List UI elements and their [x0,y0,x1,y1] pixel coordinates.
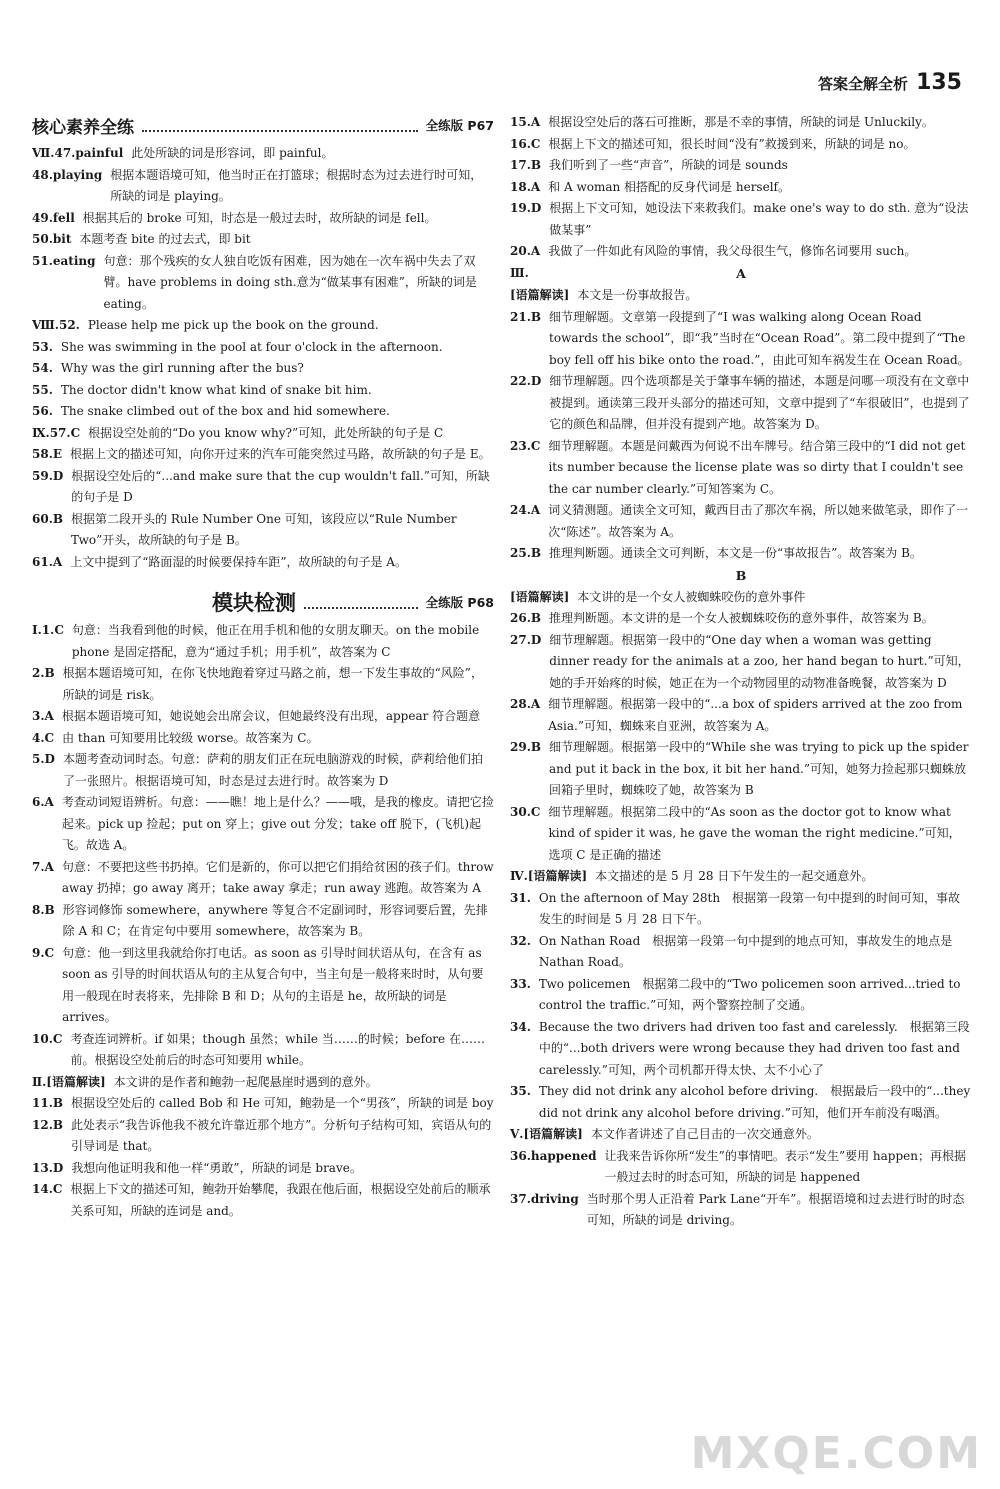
answer-number: 7.A [32,859,54,874]
answer-list [510,112,972,263]
intro-tag: [语篇解读] [510,589,570,604]
answer-item [510,543,972,565]
answer-number: 26.B [510,611,542,625]
answer-explanation: 根据上下文可知，她设法下来救我们。make one's way to do sth. 意为“设法做某事” [549,201,969,237]
answer-item [32,444,494,466]
answer-number: 54. [32,361,53,375]
answer-item [32,337,494,359]
answer-item [32,165,494,208]
answer-explanation: 根据上下文的描述可知，很长时间“没有”救援到来，所缺的词是 no。 [548,136,916,151]
answer-explanation: 考查动词短语辨析。句意：——瞧！地上是什么？——哦，是我的橡皮。请把它捡起来。pick up 捡起；put on 穿上；give out 分发；take off 脱下，(飞机)起飞。故选 A。 [61,795,494,852]
answer-number: 12.B [32,1117,64,1132]
answer-explanation: She was swimming in the pool at four o'clock in the afternoon. [60,339,443,354]
answer-number: 9.C [32,945,55,960]
answer-item [32,1072,494,1094]
answer-explanation: Why was the girl running after the bus? [60,361,304,375]
answer-explanation: On the afternoon of May 28th 根据第一段第一句中提到的时间可知，事故发生的时间是 5 月 28 日下午。 [538,890,961,926]
answer-number: 35. [510,1084,531,1098]
answer-item [510,737,972,802]
answer-number: 22.D [510,374,542,388]
answer-item [32,208,494,230]
answer-item [510,866,972,888]
answer-number: Ⅳ.[语篇解读] [510,869,588,883]
answer-item [510,134,972,156]
watermark: MXQE.COM [690,1428,982,1479]
answer-item [32,143,494,165]
answer-item [510,694,972,737]
answer-number: 53. [32,339,53,354]
answer-number: Ⅶ.47.painful [32,146,124,160]
answer-number: Ⅰ.1.C [32,623,64,637]
page-header [818,70,962,95]
section-reference: 全练版 P68 [425,595,494,610]
answer-number: 13.D [32,1160,64,1175]
answer-number: 49.fell [32,210,75,225]
answer-number: 32. [510,933,531,948]
answer-number: 6.A [32,795,54,809]
answer-explanation: 细节理解题。文章第一段提到了“I was walking along Ocean Road towards the school”，即“我”当时在“Ocean Road”。第二段中提到了“The boy fell off his bike onto the road.”，由此可知车祸发生在 Ocean Road。 [549,309,970,367]
left-column [32,112,494,1222]
section-heading-core [32,112,494,138]
answer-number: 28.A [510,697,541,711]
answer-item [32,857,494,900]
section-heading-module-test [32,589,494,615]
answer-number: 56. [32,404,53,418]
passage-letter-b: B [735,567,747,583]
answer-item [510,1124,972,1146]
intro-tag: [语篇解读] [510,288,570,302]
answer-item [32,509,494,552]
answer-number: 29.B [510,740,542,754]
answer-explanation: 根据本题语境可知，他当时正在打篮球；根据时态为过去进行时可知，所缺的词是 playing。 [110,167,483,203]
answer-item [510,974,972,1017]
answer-number: 16.C [510,136,541,151]
answer-explanation: 细节理解题。根据第一段中的“While she was trying to pick up the spider and put it back in the box, it bit her hand.”可知，她努力捡起那只蜘蛛放回箱子里时，蜘蛛咬了她，故答案为 B [549,740,969,797]
answer-number: 21.B [510,309,542,324]
answer-number: Ⅱ.[语篇解读] [32,1074,106,1089]
answer-explanation: 句意：不要把这些书扔掉。它们是新的，你可以把它们捐给贫困的孩子们。throw away 扔掉；go away 离开；take away 拿走；run away 逃跑。故答案为 A [61,859,494,895]
answer-explanation: They did not drink any alcohol before driving. 根据最后一段中的“...they did not drink any alcohol before driving.”可知，他们开车前没有喝酒。 [538,1084,971,1120]
answer-item [32,620,494,663]
answer-explanation: 根据设空处后的“...and make sure that the cup wouldn't fall.”可知，所缺的句子是 D [71,468,490,504]
answer-explanation: 根据上文的描述可知，向你开过来的汽车可能突然过马路，故所缺的句子是 E。 [70,447,491,461]
section-title: 核心素养全练 [32,117,134,138]
answer-item [510,307,972,372]
answer-item [32,900,494,943]
answer-number: Ⅴ.[语篇解读] [510,1127,583,1141]
answer-number: 34. [510,1019,531,1034]
answer-item [510,500,972,543]
answer-explanation: The snake climbed out of the box and hid somewhere. [60,404,390,418]
answer-number: 60.B [32,511,64,526]
answer-list [32,143,494,573]
answer-item [32,358,494,380]
answer-explanation: 根据设空处前的“Do you know why?”可知，此处所缺的句子是 C [88,425,444,440]
answer-explanation: 根据本题语境可知，她说她会出席会议，但她最终没有出现，appear 符合题意 [61,709,481,723]
passage-intro [510,587,972,609]
answer-number: 33. [510,976,531,991]
section-title: 模块检测 [212,591,296,615]
answer-explanation: 根据本题语境可知，在你飞快地跑着穿过马路之前，想一下发生事故的“风险”，所缺的词是 risk。 [62,666,483,702]
answer-number: 4.C [32,730,55,745]
answer-item [32,380,494,402]
answer-explanation: 我们听到了一些“声音”，所缺的词是 sounds [549,158,788,172]
answer-number: 3.A [32,709,54,723]
answer-item [510,112,972,134]
answer-number: 19.D [510,201,542,215]
answer-explanation: 根据设空处后的 called Bob 和 He 可知，鲍勃是一个“男孩”，所缺的词是 boy [71,1096,494,1110]
answer-number: 31. [510,890,531,905]
answer-item [32,315,494,337]
answer-explanation: 句意：那个残疾的女人独自吃饭有困难，因为她在一次车祸中失去了双臂。have problems in doing sth.意为“做某事有困难”，所缺的词是 eating。 [103,253,477,311]
answer-item [32,1158,494,1180]
answer-number: 8.B [32,902,55,917]
answer-explanation: 此处所缺的词是形容词，即 painful。 [131,146,334,160]
answer-number: 59.D [32,468,64,483]
answer-item [32,1093,494,1115]
answer-item [32,401,494,423]
answer-item [510,155,972,177]
answer-number: 10.C [32,1031,63,1046]
answer-item [32,423,494,445]
answer-explanation: 细节理解题。根据第一段中的“...a box of spiders arrived at the zoo from Asia.”可知，蜘蛛来自亚洲，故答案为 A。 [548,697,963,733]
answer-item [32,466,494,509]
answer-number: 15.A [510,115,541,129]
answer-item [510,1189,972,1232]
answer-explanation: 当时那个男人正沿着 Park Lane“开车”。根据语境和过去进行时的时态可知，所缺的词是 driving。 [586,1191,965,1227]
answer-item [510,888,972,931]
answer-explanation: 根据其后的 broke 可知，时态是一般过去时，故所缺的词是 fell。 [82,210,437,225]
answer-item [510,436,972,501]
answer-explanation: 本文作者讲述了自己目击的一次交通意外。 [590,1127,819,1141]
answer-item [510,1081,972,1124]
answer-explanation: 本题考查动词时态。句意：萨莉的朋友们正在玩电脑游戏的时候，萨莉给他们拍了一张照片。根据语境可知，时态是过去进行时。故答案为 D [62,752,483,788]
answer-explanation: Two policemen 根据第二段中的“Two policemen soon arrived...tried to control the traffic.”可知，两个警察控制了交通。 [538,976,961,1012]
answer-item [510,630,972,695]
answer-item [32,1029,494,1072]
answer-item [510,1017,972,1082]
answer-item [32,728,494,750]
answer-explanation: 细节理解题。四个选项都是关于肇事车辆的描述，本题是问哪一项没有在文章中被提到。通读第三段开头部分的描述可知，文章中提到了“车很破旧”，也提到了它的颜色和品牌，但并没有提到产地。故答案为 D。 [549,374,970,431]
answer-number: 50.bit [32,232,72,246]
answer-number: 55. [32,382,53,397]
answer-explanation: 本题考查 bite 的过去式，即 bit [79,232,251,246]
answer-explanation: 形容词修饰 somewhere，anywhere 等复合不定副词时，形容词要后置，先排除 A 和 C；在肯定句中要用 somewhere，故答案为 B。 [62,902,488,938]
answer-explanation: 考查连词辨析。if 如果；though 虽然；while 当……的时候；before 在……前。根据设空处前后的时态可知要用 while。 [70,1031,485,1067]
passage-letter-a: A [736,266,746,281]
answer-number: 36.happened [510,1148,597,1163]
answer-number: 48.playing [32,167,103,182]
answer-explanation: 让我来告诉你所“发生”的事情吧。表示“发生”要用 happen；再根据一般过去时的时态可知，所缺的词是 happened [604,1148,966,1184]
answer-explanation: 此处表示“我告诉他我不被允许靠近那个地方”。分析句子结构可知，宾语从句的引导词是 that。 [71,1117,492,1153]
answer-item [32,792,494,857]
answer-list [510,608,972,1232]
answer-explanation: 和 A woman 相搭配的反身代词是 herself。 [548,179,790,194]
passage-intro [510,285,972,307]
answer-number: 5.D [32,752,55,766]
answer-number: 27.D [510,632,542,647]
answer-list [510,307,972,565]
answer-item [32,552,494,574]
answer-explanation: 细节理解题。根据第一段中的“One day when a woman was getting dinner ready for the animals at a zoo, her hand began to hurt.”可知，她的手开始疼的时候，她正在为一个动物园里的动物准备晚餐，故答案为 D [549,632,970,690]
answer-item [32,749,494,792]
answer-number: 23.C [510,438,541,453]
answer-number: 25.B [510,546,542,560]
answer-number: Ⅸ.57.C [32,425,81,440]
answer-number: 58.E [32,447,63,461]
answer-explanation: 我做了一件如此有风险的事情，我父母很生气，修饰名词要用 such。 [548,244,917,258]
leader-dots [304,595,418,609]
answer-explanation: Because the two drivers had driven too fast and carelessly. 根据第三段中的“...both drivers were wrong because they had driven too fast and carelessly.”可知，两个司机都开得太快、太不小心了 [538,1019,970,1077]
answer-list [32,620,494,1222]
answer-number: 11.B [32,1096,64,1110]
answer-item [32,229,494,251]
part-label: Ⅲ. [510,265,529,280]
answer-number: 17.B [510,158,542,172]
answer-item [32,1115,494,1158]
answer-explanation: On Nathan Road 根据第一段第一句中提到的地点可知，事故发生的地点是 Nathan Road。 [538,933,953,969]
answer-item [32,1179,494,1222]
answer-item [32,251,494,316]
answer-explanation: 根据第二段开头的 Rule Number One 可知，该段应以“Rule Number Two”开头，故所缺的句子是 B。 [71,511,457,547]
answer-explanation: 推理判断题。本文讲的是一个女人被蜘蛛咬伤的意外事件，故答案为 B。 [549,611,934,625]
answer-item [510,198,972,241]
answer-explanation: 细节理解题。本题是问戴西为何说不出车牌号。结合第三段中的“I did not get its number because the license plate was so dirty that I couldn't see the car number clearly.”可知答案为 C。 [548,438,966,496]
answer-item [510,608,972,630]
answer-number: 30.C [510,804,541,819]
answer-number: 18.A [510,179,541,194]
answer-number: 61.A [32,554,63,569]
answer-number: 20.A [510,244,541,258]
answer-item [32,943,494,1029]
answer-number: 37.driving [510,1191,579,1206]
answer-explanation: 细节理解题。根据第二段中的“As soon as the doctor got to know what kind of spider it was, he gave the woman the right medicine.”可知，选项 C 是正确的描述 [548,804,961,862]
answer-number: Ⅷ.52. [32,318,80,332]
running-title: 答案全解全析 [818,75,909,93]
leader-dots [142,118,418,132]
answer-explanation: 根据上下文的描述可知，鲍勃开始攀爬，我跟在他后面，根据设空处前后的顺承关系可知，所缺的连词是 and。 [70,1182,491,1218]
intro-text: 本文讲的是一个女人被蜘蛛咬伤的意外事件 [577,589,806,604]
answer-item [510,1146,972,1189]
answer-number: 2.B [32,666,55,680]
intro-text: 本文是一份事故报告。 [577,288,698,302]
answer-explanation: 词义猜测题。通读全文可知，戴西目击了那次车祸，所以她来做笔录，即作了一次“陈述”。故答案为 A。 [548,503,969,539]
answer-item [32,706,494,728]
answer-explanation: 句意：他一到这里我就给你打电话。as soon as 引导时间状语从句，在含有 as soon as 引导的时间状语从句的主从复合句中，当主句是一般将来时时，从句要用一般现在时表将来，先排除 B 和 D；从句的主语是 he，故所缺的词是 arrives。 [62,945,484,1024]
section-reference: 全练版 P67 [425,118,494,133]
answer-item [510,802,972,867]
answer-item [510,371,972,436]
page-number: 135 [916,70,962,95]
answer-number: 24.A [510,503,541,517]
answer-item [32,663,494,706]
answer-item [510,177,972,199]
answer-explanation: 根据设空处后的落石可推断，那是不幸的事情，所缺的词是 Unluckily。 [548,115,934,129]
answer-explanation: Please help me pick up the book on the ground. [87,318,379,332]
answer-explanation: 本文描述的是 5 月 28 日下午发生的一起交通意外。 [595,869,874,883]
answer-explanation: 我想向他证明我和他一样“勇敢”，所缺的词是 brave。 [71,1160,362,1175]
answer-item [510,241,972,263]
right-column [510,112,972,1232]
answer-explanation: The doctor didn't know what kind of snake bit him. [60,382,372,397]
answer-explanation: 本文讲的是作者和鲍勃一起爬悬崖时遇到的意外。 [113,1074,378,1089]
answer-explanation: 句意：当我看到他的时候，他正在用手机和他的女朋友聊天。on the mobile phone 是固定搭配，意为“通过手机；用手机”，故答案为 C [71,623,480,659]
answer-explanation: 由 than 可知要用比较级 worse。故答案为 C。 [62,730,319,745]
answer-explanation: 上文中提到了“路面湿的时候要保持车距”，故所缺的句子是 A。 [70,554,407,569]
answer-item [510,931,972,974]
answer-number: 14.C [32,1182,63,1196]
answer-number: 51.eating [32,253,96,268]
answer-explanation: 推理判断题。通读全文可判断，本文是一份“事故报告”。故答案为 B。 [549,546,922,560]
